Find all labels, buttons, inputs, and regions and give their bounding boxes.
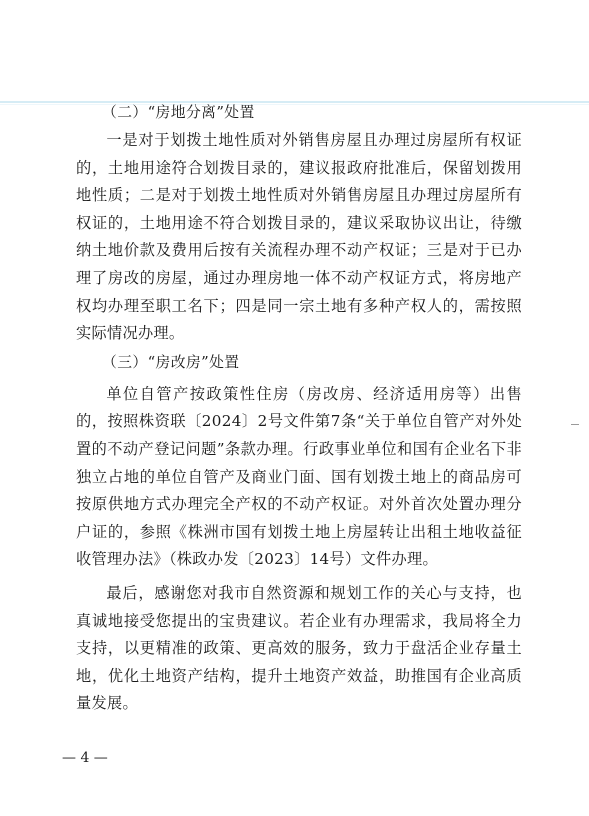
document-body	[76, 100, 522, 718]
closing-paragraph: 最后，感谢您对我市自然资源和规划工作的关心与支持，也真诚地接受您提出的宝贵建议。若企业有办理需求，我局将全力支持，以更精准的政策、更高效的服务，致力于盘活企业存量土地，优化土地资产结构，提升土地资产效益，助推国有企业高质量发展。	[76, 583, 522, 713]
section-paragraph-fanggaifang: 单位自管产按政策性住房（房改房、经济适用房等）出售的，按照株资联〔2024〕2号文件第7条“关于单位自管产对外处置的不动产登记问题”条款办理。行政事业单位和国有企业名下非独立占地的单位自管产及商业门面、国有划拨土地上的商品房可按原供地方式办理完全产权的不动产权证。对外首次处置办理分户证的，参照《株洲市国有划拨土地上房屋转让出租土地收益征收管理办法》（株政办发〔2023〕14号）文件办理。	[76, 384, 522, 569]
margin-tick-mark	[571, 424, 579, 425]
section-heading-fanggaifang: （三）“房改房”处置	[102, 353, 240, 371]
page-number: — 4 —	[62, 750, 108, 766]
section-heading-fangdi-fenli: （二）“房地分离”处置	[102, 104, 255, 121]
section-paragraph-fangdi-fenli: 一是对于划拨土地性质对外销售房屋且办理过房屋所有权证的，土地用途符合划拨目录的，建议报政府批准后，保留划拨用地性质；二是对于划拨土地性质对外销售房屋且办理过房屋所有权证的，土地用途不符合划拨目录的，建议采取协议出让，待缴纳土地价款及费用后按有关流程办理不动产权证；三是对于已办理了房改的房屋，通过办理房地一体不动产权证方式，将房地产权均办理至职工名下；四是同一宗土地有多种产权人的，需按照实际情况办理。	[76, 131, 522, 343]
